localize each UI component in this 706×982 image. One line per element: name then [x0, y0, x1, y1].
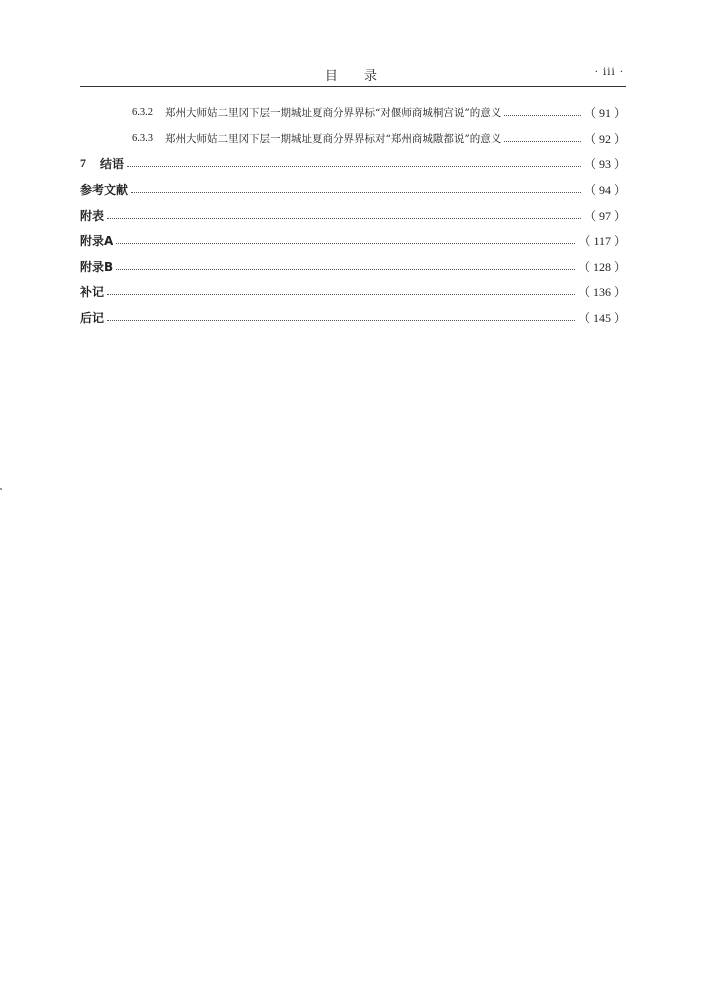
toc-label: 附录A: [80, 234, 114, 249]
toc-label: 后记: [80, 311, 105, 326]
toc-number: 6.3.2: [132, 107, 153, 119]
dot-leader: [116, 243, 575, 244]
dot-leader: [107, 294, 575, 295]
dot-leader: [107, 218, 581, 219]
toc-number: 6.3.3: [132, 132, 153, 144]
toc-label: 附录B: [80, 259, 114, 274]
header-title: 目 录: [324, 69, 382, 84]
toc-entry-postscript[interactable]: [80, 305, 626, 331]
toc-page: （ 91 ）: [583, 106, 626, 121]
toc-label: 附表: [80, 208, 105, 223]
toc-page: （ 136 ）: [577, 285, 626, 300]
toc-entry-6-3-3[interactable]: [80, 126, 626, 152]
dot-leader: [131, 192, 581, 193]
dot-leader: [107, 320, 575, 321]
toc-label: 补记: [80, 285, 105, 300]
dot-leader: [116, 269, 575, 270]
toc-entry-addendum[interactable]: [80, 279, 626, 305]
toc-number: 7: [80, 156, 86, 171]
toc-entry-references[interactable]: [80, 177, 626, 203]
running-header: [80, 62, 626, 87]
page-edge-mark: [0, 488, 2, 490]
toc-label: 郑州大师姑二里冈下层一期城址夏商分界界标对“郑州商城隞都说”的意义: [165, 132, 502, 145]
toc-entry-appendix-tables[interactable]: [80, 202, 626, 228]
toc-entry-appendix-b[interactable]: [80, 254, 626, 280]
toc-page: （ 128 ）: [577, 259, 626, 274]
toc-page: （ 94 ）: [583, 183, 626, 198]
toc-entry-appendix-a[interactable]: [80, 228, 626, 254]
toc-page: （ 97 ）: [583, 208, 626, 223]
toc-label: 参考文献: [80, 183, 129, 198]
toc-label: 郑州大师姑二里冈下层一期城址夏商分界界标“对偃师商城桐宫说”的意义: [165, 107, 502, 120]
toc-label: 结语: [100, 157, 125, 172]
header-page-number: · iii ·: [594, 67, 624, 78]
toc-page: （ 145 ）: [577, 311, 626, 326]
toc-entry-6-3-2[interactable]: [80, 100, 626, 126]
toc-page: （ 93 ）: [583, 157, 626, 172]
dot-leader: [504, 115, 581, 116]
table-of-contents: [80, 100, 626, 330]
dot-leader: [504, 141, 581, 142]
toc-page: （ 92 ）: [583, 131, 626, 146]
toc-entry-conclusion[interactable]: [80, 151, 626, 177]
toc-page: （ 117 ）: [578, 234, 626, 249]
dot-leader: [127, 166, 581, 167]
